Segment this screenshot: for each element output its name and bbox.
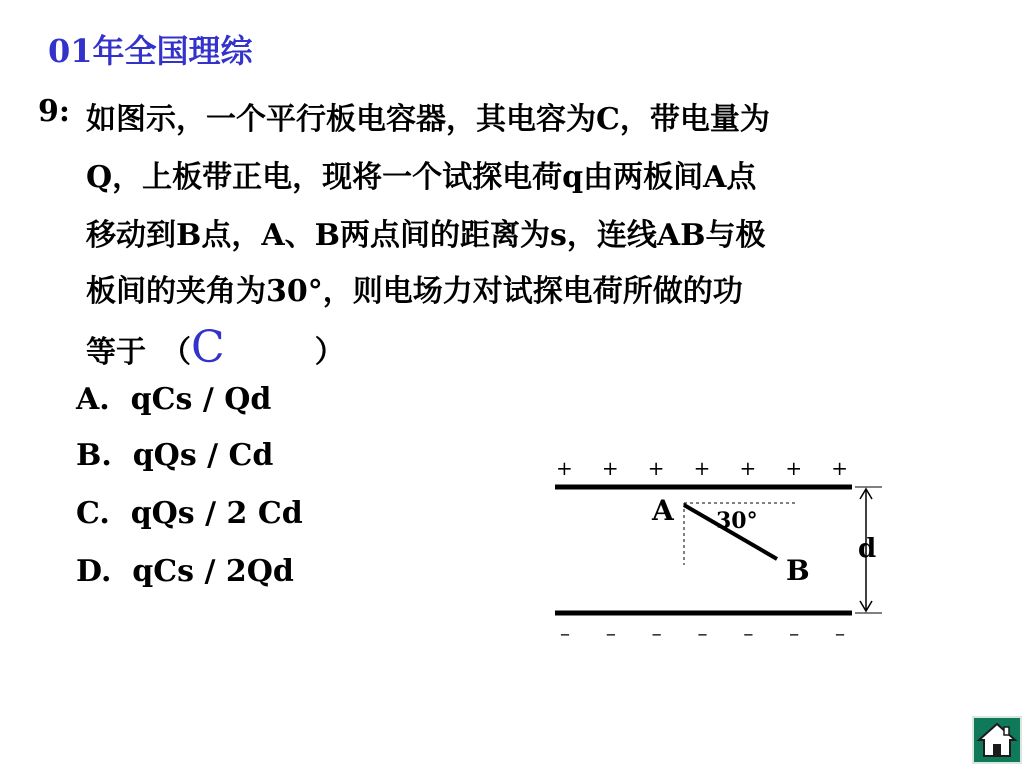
- home-button[interactable]: [972, 716, 1022, 764]
- option-d-label: D.: [76, 554, 112, 589]
- option-b-label: B.: [76, 438, 112, 473]
- option-a-label: A.: [76, 382, 110, 417]
- point-b-label: B: [786, 554, 810, 587]
- point-a-label: A: [652, 494, 674, 527]
- answer-mark: C: [191, 322, 225, 373]
- question-line-5-prefix: 等于 （: [86, 335, 191, 370]
- angle-label: 30°: [716, 508, 758, 534]
- distance-label: d: [858, 534, 877, 564]
- question-line-5-suffix: ）: [314, 335, 345, 370]
- home-icon: [974, 718, 1020, 762]
- option-c-label: C.: [76, 496, 110, 531]
- question-number: 9:: [38, 94, 70, 129]
- bottom-plate-charges: – – – – – – –: [560, 621, 845, 645]
- option-d-text: qCs / 2Qd: [132, 554, 294, 589]
- page-title: 01年全国理综: [48, 32, 253, 70]
- question-line-3: 移动到B点，A、B两点间的距离为s，连线AB与极: [86, 218, 766, 253]
- question-line-1: 如图示，一个平行板电容器，其电容为C，带电量为: [86, 102, 770, 137]
- top-plate-charges: + + + + + + +: [556, 456, 848, 480]
- option-a-text: qCs / Qd: [130, 382, 272, 417]
- option-c-text: qQs / 2 Cd: [130, 496, 303, 531]
- question-line-2: Q，上板带正电，现将一个试探电荷q由两板间A点: [86, 160, 757, 195]
- option-b-text: qQs / Cd: [132, 438, 274, 473]
- question-line-4: 板间的夹角为30°，则电场力对试探电荷所做的功: [86, 274, 743, 309]
